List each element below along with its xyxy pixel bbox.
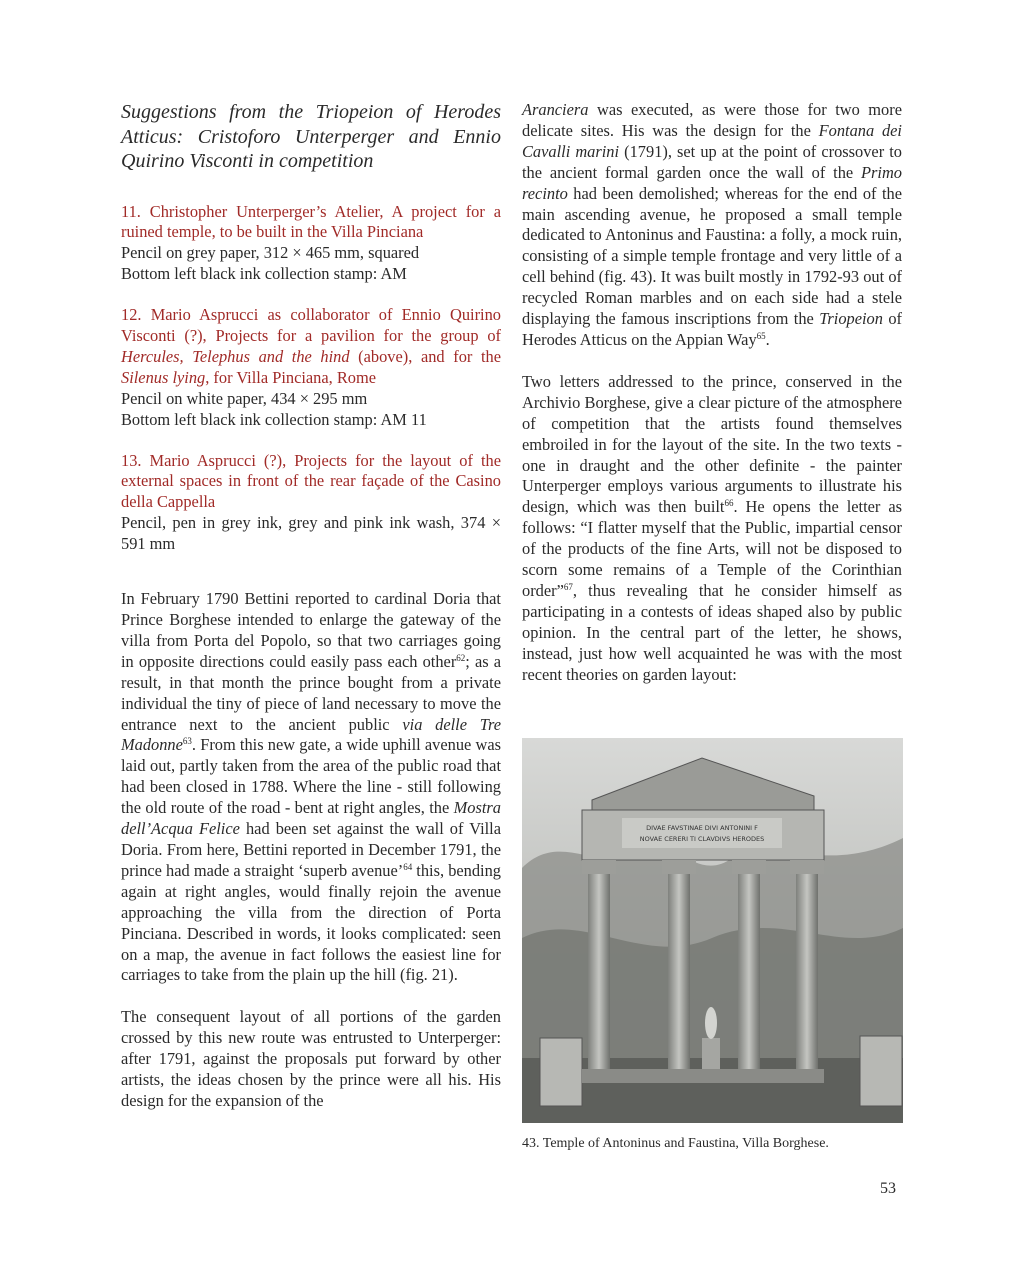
caption-11: [121, 202, 501, 286]
body-paragraph: The consequent layout of all portions of the garden crossed by this new route was entrusted to Unterperger: after 1791, against the proposals put forward by other artists, the ideas chosen by the prince were all his. His design for the expansion of the: [121, 1007, 501, 1110]
caption-13: [121, 451, 501, 556]
caption-medium: Pencil, pen in grey ink, grey and pink ink wash, 374 × 591 mm: [121, 513, 501, 554]
body-paragraph: In February 1790 Bettini reported to cardinal Doria that Prince Borghese intended to enlarge the gateway of the villa from Porta del Popolo, so that two carriages going in opposite directions could easily pass each other$^{62}$; as a result, in that month the prince bought from a private individual the tiny of piece of land necessary to move the entrance next to the ancient public via delle Tre Madonne$^{63}$. From this new gate, a wide uphill avenue was laid out, partly taken from the area of the public road that had been closed in 1788. Where the line - still following the old route of the road - bent at right angles, the Mostra dell’Acqua Felice had been set against the wall of Villa Doria. From here, Bettini reported in December 1791, the prince had made a straight ‘superb avenue’$^{64}$ this, bending again at right angles, would finally rejoin the avenue approaching the villa from the direction of Porta Pinciana. Described in words, it looks complicated: seen on a map, the avenue in fact follows the easiest line for carriages to take from the plain up the hill (fig. 21).: [121, 589, 502, 985]
caption-medium: Pencil on grey paper, 312 × 465 mm, squared: [121, 243, 420, 263]
caption-stamp: Bottom left black ink collection stamp: AM: [121, 264, 407, 284]
caption-stamp: Bottom left black ink collection stamp: AM 11: [121, 409, 427, 429]
caption-title: 11. Christopher Unterperger’s Atelier, A project for a ruined temple, to be built in the Villa Pinciana: [121, 201, 501, 242]
inscription-line-2: NOVAE CERERI TI CLAVDIVS HERODES: [639, 835, 765, 843]
temple-photograph: [522, 738, 903, 1123]
inscription-line-1: DIVAE FAVSTINAE DIVI ANTONINI F: [646, 824, 758, 832]
page-number: 53: [880, 1180, 896, 1197]
caption-12: [121, 305, 501, 430]
section-heading: Suggestions from the Triopeion of Herodes Atticus: Cristoforo Unterperger and Ennio Quirino Visconti in competition: [121, 101, 501, 172]
caption-title: 12. Mario Asprucci as collaborator of Ennio Quirino Visconti (?), Projects for a pavilion for the group of Hercules, Telephus and the hind (above), and for the Silenus lying, for Villa Pinciana, Rome: [121, 305, 501, 387]
caption-medium: Pencil on white paper, 434 × 295 mm: [121, 388, 368, 408]
left-column: [121, 100, 501, 1133]
body-paragraph: Aranciera was executed, as were those for two more delicate sites. His was the design for the Fontana dei Cavalli marini (1791), set up at the point of crossover to the ancient formal garden once the wall of the Primo recinto had been demolished; whereas for the end of the main ascending avenue, he proposed a small temple dedicated to Antoninus and Faustina: a folly, a mock ruin, consisting of a simple temple frontage and very little of a cell behind (fig. 43). It was built mostly in 1792-93 out of recycled Roman marbles and on each side had a stele displaying the famous inscriptions from the Triopeion of Herodes Atticus on the Appian Way$^{65}$.: [522, 100, 902, 349]
figure-caption: 43. Temple of Antoninus and Faustina, Villa Borghese.: [522, 1136, 829, 1151]
caption-title: 13. Mario Asprucci (?), Projects for the layout of the external spaces in front of the rear façade of the Casino della Cappella: [121, 450, 501, 512]
body-paragraph: Two letters addressed to the prince, conserved in the Archivio Borghese, give a clear picture of the atmosphere of competition that the artists found themselves embroiled in for the layout of the site. In the two texts - one in draught and the other definite - the painter Unterperger employs various arguments to illustrate his design, which was then built$^{66}$. He opens the letter as follows: “I flatter myself that the Public, impartial censor of the products of the fine Arts, will not be disposed to scorn some remains of a Temple of the Corinthian order”$^{67}$, thus revealing that he consider himself as participating in a contests of ideas shaped also by public opinion. In the central part of the letter, he shows, instead, just how well acquainted he was with the most recent theories on garden layout:: [522, 371, 902, 684]
right-column: [522, 100, 902, 706]
temple-photo-illustration: [522, 738, 903, 1123]
